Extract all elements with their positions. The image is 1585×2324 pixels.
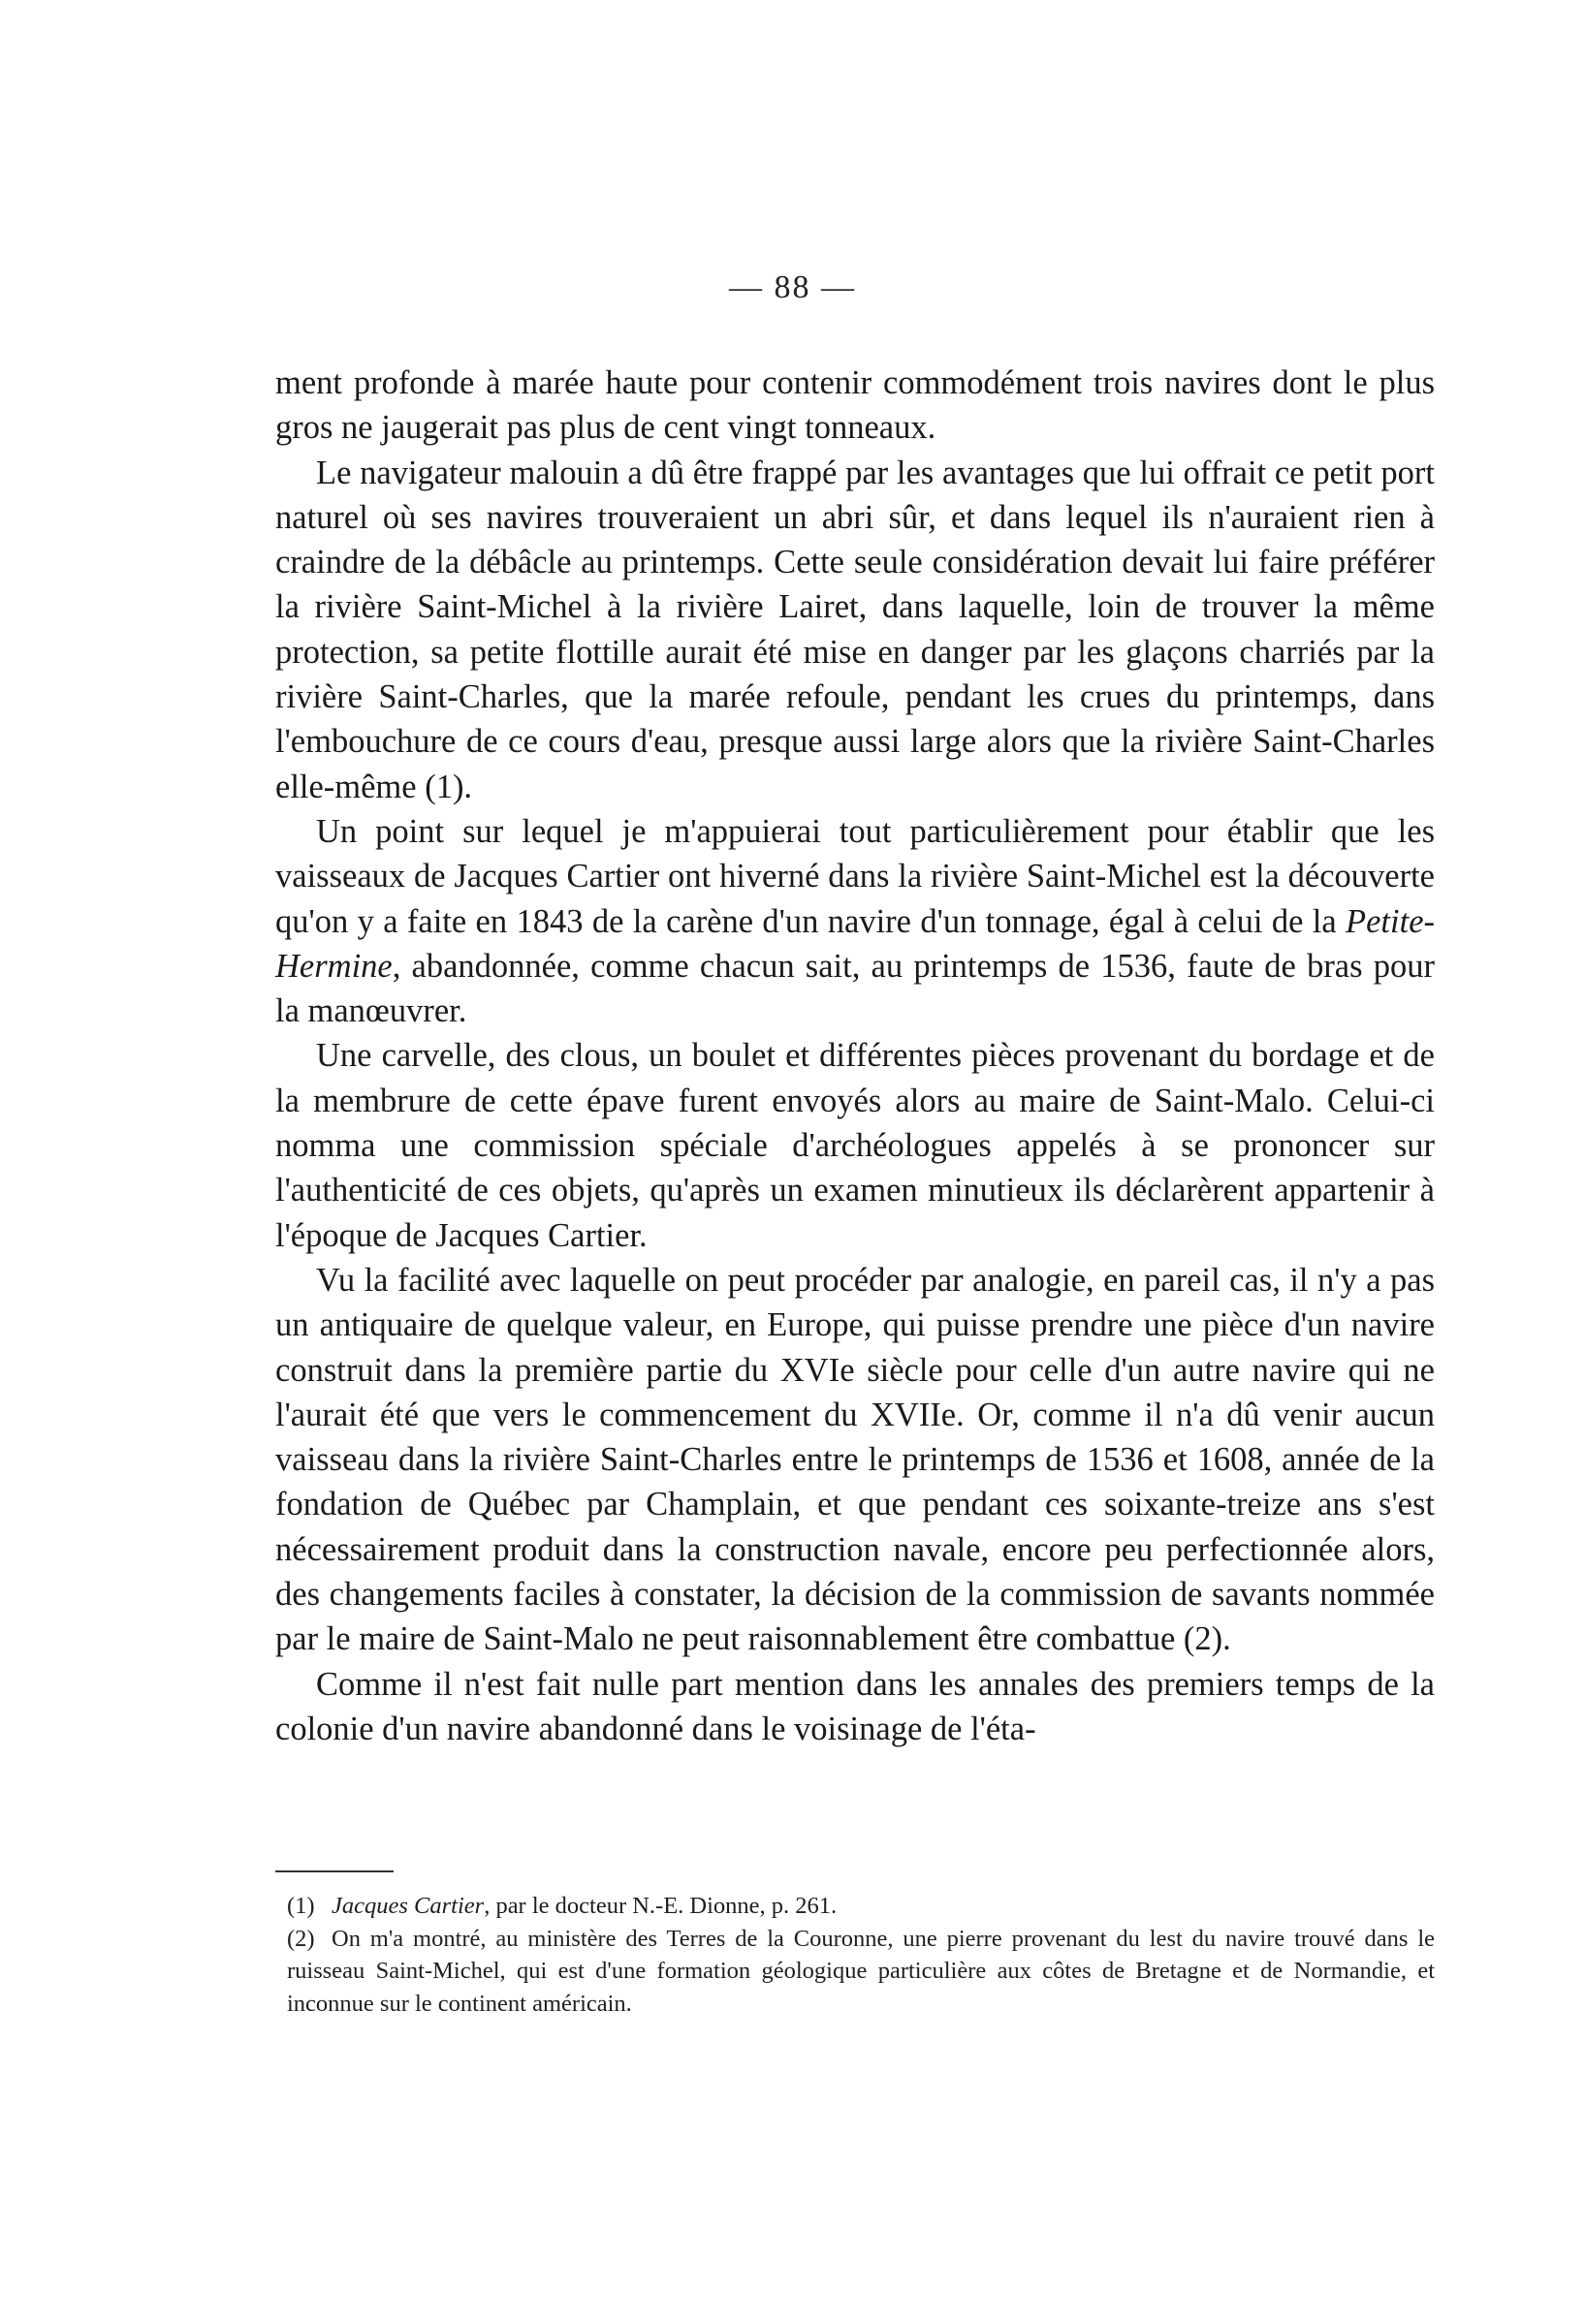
text-run: , abandonnée, comme chacun sait, au printemps de 1536, faute de bras pour la manœuvrer. (275, 947, 1435, 1030)
body-text (275, 361, 1435, 1751)
footnote (287, 1923, 1435, 2021)
text-run: On m'a montré, au ministère des Terres de la Couronne, une pierre provenant du lest du navire trouvé dans le ruisseau Saint-Michel, qui est d'une formation géologique particulière aux côtes de Bretagne et de Normandie, et inconnue sur le continent américain. (287, 1925, 1435, 2017)
text-run: Comme il n'est fait nulle part mention dans les annales des premiers temps de la colonie d'un navire abandonné dans le voisinage de l'éta- (275, 1665, 1435, 1747)
footnote-divider (275, 1870, 394, 1872)
paragraph (275, 451, 1435, 809)
page-number: — 88 — (729, 269, 856, 305)
paragraph (275, 809, 1435, 1033)
footnote-number: (2) (287, 1925, 315, 1952)
paragraph (275, 361, 1435, 451)
text-run: Un point sur lequel je m'appuierai tout particulièrement pour établir que les vaisseaux de Jacques Cartier ont hiverné dans la rivière Saint-Michel est la découverte qu'on y a faite en 1843 de la carène d'un navire d'un tonnage, égal à celui de la (275, 812, 1435, 940)
paragraph (275, 1662, 1435, 1752)
cited-title: Jacques Cartier (332, 1893, 485, 1919)
paragraph (275, 1258, 1435, 1662)
footnote (287, 1890, 1435, 1923)
footnotes (287, 1890, 1435, 2020)
ship-name: Petite-Hermine (275, 902, 1435, 985)
paragraph (275, 1033, 1435, 1257)
text-run: ment profonde à marée haute pour contenir commodément trois navires dont le plus gros ne jaugerait pas plus de cent vingt tonneaux. (275, 364, 1435, 447)
footnote-number: (1) (287, 1893, 315, 1919)
text-run: Le navigateur malouin a dû être frappé par les avantages que lui offrait ce petit port naturel où ses navires trouveraient un abri sûr, et dans lequel ils n'auraient rien à craindre de la débâcle au printemps. Cette seule considération devait lui faire préférer la rivière Saint-Michel à la rivière Lairet, dans laquelle, loin de trouver la même protection, sa petite flottille aurait été mise en danger par les glaçons charriés par la rivière Saint-Charles, que la marée refoule, pendant les crues du printemps, dans l'embouchure de ce cours d'eau, presque aussi large alors que la rivière Saint-Charles elle-même (1). (275, 454, 1435, 805)
text-run: Une carvelle, des clous, un boulet et différentes pièces provenant du bordage et de la membrure de cette épave furent envoyés alors au maire de Saint-Malo. Celui-ci nomma une commission spéciale d'archéologues appelés à se prononcer sur l'authenticité de ces objets, qu'après un examen minutieux ils déclarèrent appartenir à l'époque de Jacques Cartier. (275, 1037, 1435, 1254)
text-run: Vu la facilité avec laquelle on peut procéder par analogie, en pareil cas, il n'y a pas un antiquaire de quelque valeur, en Europe, qui puisse prendre une pièce d'un navire construit dans la première partie du XVIe siècle pour celle d'un autre navire qui ne l'aurait été que vers le commencement du XVIIe. Or, comme il n'a dû venir aucun vaisseau dans la rivière Saint-Charles entre le printemps de 1536 et 1608, année de la fondation de Québec par Champlain, et que pendant ces soixante-treize ans s'est nécessairement produit dans la construction navale, encore peu perfectionnée alors, des changements faciles à constater, la décision de la commission de savants nommée par le maire de Saint-Malo ne peut raisonnablement être combattue (2). (275, 1261, 1435, 1658)
text-run: , par le docteur N.-E. Dionne, p. 261. (484, 1893, 838, 1919)
